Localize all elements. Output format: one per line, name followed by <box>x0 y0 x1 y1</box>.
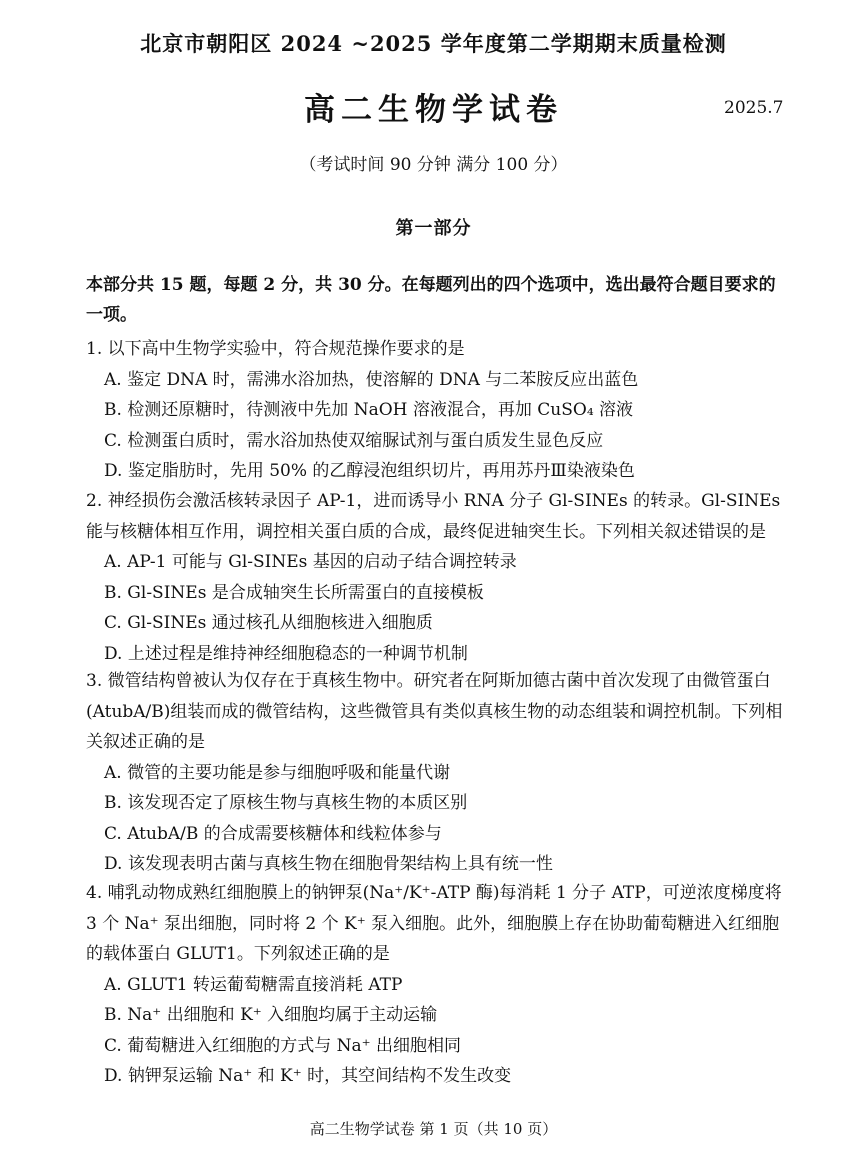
option-d: D. 该发现表明古菌与真核生物在细胞骨架结构上具有统一性 <box>104 854 553 874</box>
option-c: C. 葡萄糖进入红细胞的方式与 Na⁺ 出细胞相同 <box>104 1035 461 1056</box>
option-a: A. AP-1 可能与 Gl-SINEs 基因的启动子结合调控转录 <box>104 552 517 572</box>
page-footer: 高二生物学试卷 第 1 页（共 10 页） <box>309 1120 558 1138</box>
option-a: A. 微管的主要功能是参与细胞呼吸和能量代谢 <box>104 762 451 783</box>
option-b: B. 检测还原糖时，待测液中先加 NaOH 溶液混合，再加 CuSO₄ 溶液 <box>104 400 634 420</box>
exam-title: 高二生物学试卷 <box>304 92 563 128</box>
option-d: D. 上述过程是维持神经细胞稳态的一种调节机制 <box>104 643 468 664</box>
option-b: B. 该发现否定了原核生物与真核生物的本质区别 <box>104 793 468 813</box>
question-2 <box>86 486 786 669</box>
exam-header: 北京市朝阳区 2024 ~2025 学年度第二学期期末质量检测 <box>140 31 727 56</box>
option-d: D. 钠钾泵运输 Na⁺ 和 K⁺ 时，其空间结构不发生改变 <box>104 1066 512 1086</box>
question-3 <box>86 666 786 880</box>
exam-info: （考试时间 90 分钟 满分 100 分） <box>299 155 568 175</box>
option-a: A. 鉴定 DNA 时，需沸水浴加热，使溶解的 DNA 与二苯胺反应出蓝色 <box>104 369 639 390</box>
question-stem: 2. 神经损伤会激活核转录因子 AP-1，进而诱导小 RNA 分子 Gl-SINEs 的转录。Gl-SINEs 能与核糖体相互作用，调控相关蛋白质的合成，最终促进轴突生长。下列相关叙述错误的是 <box>86 491 781 542</box>
section-instructions: 本部分共 15 题，每题 2 分，共 30 分。在每题列出的四个选项中，选出最符合题目要求的一项。 <box>86 275 776 325</box>
question-4 <box>86 878 786 1092</box>
exam-date: 2025.7 <box>724 98 784 118</box>
question-stem: 1. 以下高中生物学实验中，符合规范操作要求的是 <box>86 339 465 359</box>
question-stem: 4. 哺乳动物成熟红细胞膜上的钠钾泵(Na⁺/K⁺-ATP 酶)每消耗 1 分子 ATP，可逆浓度梯度将 3 个 Na⁺ 泵出细胞，同时将 2 个 K⁺ 泵入细胞。此外，细胞膜上存在协助葡萄糖进入红细胞的载体蛋白 GLUT1。下列叙述正确的是 <box>86 883 782 964</box>
option-c: C. AtubA/B 的合成需要核糖体和线粒体参与 <box>104 823 442 844</box>
option-b: B. Gl-SINEs 是合成轴突生长所需蛋白的直接模板 <box>104 582 484 603</box>
option-d: D. 鉴定脂肪时，先用 50% 的乙醇浸泡组织切片，再用苏丹Ⅲ染液染色 <box>104 461 635 481</box>
question-stem: 3. 微管结构曾被认为仅存在于真核生物中。研究者在阿斯加德古菌中首次发现了由微管蛋白(AtubA/B)组装而成的微管结构，这些微管具有类似真核生物的动态组装和调控机制。下列相关叙述正确的是 <box>86 671 783 752</box>
option-c: C. Gl-SINEs 通过核孔从细胞核进入细胞质 <box>104 613 433 633</box>
option-c: C. 检测蛋白质时，需水浴加热使双缩脲试剂与蛋白质发生显色反应 <box>104 430 604 451</box>
question-1 <box>86 334 786 487</box>
part-title: 第一部分 <box>395 218 472 239</box>
option-b: B. Na⁺ 出细胞和 K⁺ 入细胞均属于主动运输 <box>104 1005 438 1025</box>
option-a: A. GLUT1 转运葡萄糖需直接消耗 ATP <box>104 974 403 995</box>
